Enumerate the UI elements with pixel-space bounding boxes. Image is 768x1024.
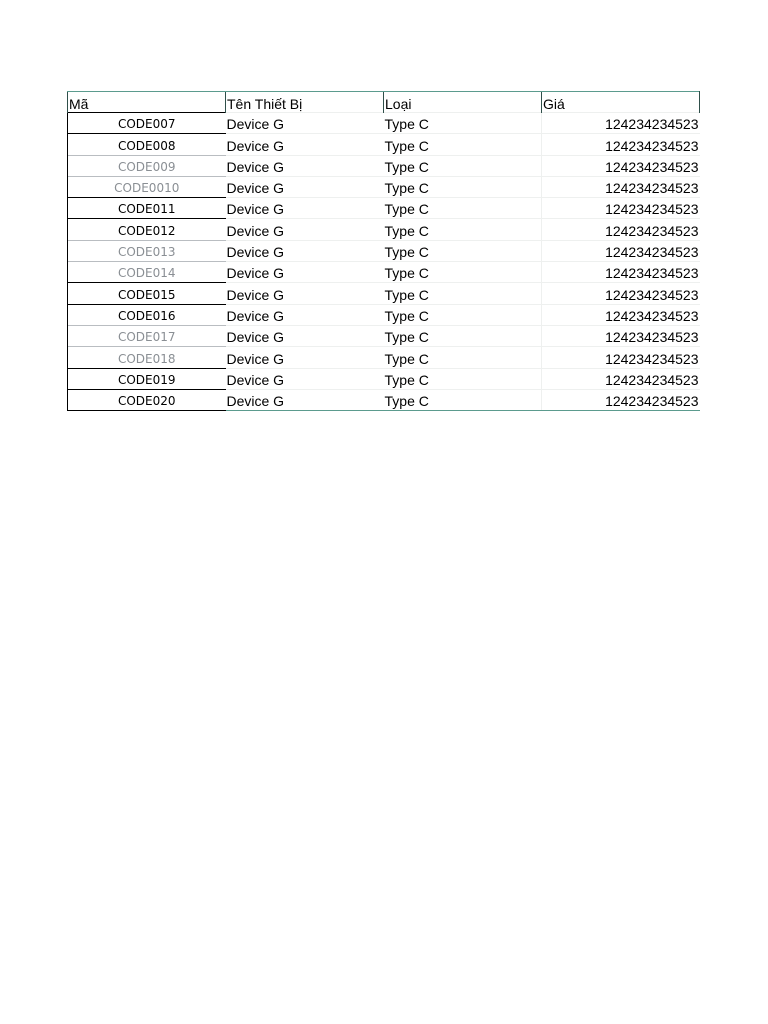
cell-type[interactable]: Type C bbox=[384, 347, 542, 368]
cell-device-name[interactable]: Device G bbox=[226, 368, 384, 389]
cell-device-name[interactable]: Device G bbox=[226, 283, 384, 304]
cell-code[interactable]: CODE014 bbox=[68, 262, 226, 283]
cell-price[interactable]: 124234234523 bbox=[542, 219, 700, 240]
cell-type[interactable]: Type C bbox=[384, 389, 542, 410]
table-row bbox=[68, 198, 700, 219]
header-device-name[interactable]: Tên Thiết Bị bbox=[226, 92, 384, 113]
cell-type[interactable]: Type C bbox=[384, 134, 542, 155]
table-row bbox=[68, 347, 700, 368]
cell-code[interactable]: CODE013 bbox=[68, 240, 226, 261]
header-price[interactable]: Giá bbox=[542, 92, 700, 113]
table-body bbox=[68, 113, 700, 411]
header-code[interactable]: Mã bbox=[68, 92, 226, 113]
cell-price[interactable]: 124234234523 bbox=[542, 134, 700, 155]
cell-code[interactable]: CODE019 bbox=[68, 368, 226, 389]
table-row bbox=[68, 325, 700, 346]
cell-type[interactable]: Type C bbox=[384, 198, 542, 219]
cell-price[interactable]: 124234234523 bbox=[542, 198, 700, 219]
cell-code[interactable]: CODE015 bbox=[68, 283, 226, 304]
cell-device-name[interactable]: Device G bbox=[226, 134, 384, 155]
cell-price[interactable]: 124234234523 bbox=[542, 240, 700, 261]
cell-type[interactable]: Type C bbox=[384, 262, 542, 283]
cell-price[interactable]: 124234234523 bbox=[542, 347, 700, 368]
spreadsheet-area bbox=[67, 91, 699, 411]
cell-code[interactable]: CODE007 bbox=[68, 113, 226, 134]
cell-code[interactable]: CODE020 bbox=[68, 389, 226, 410]
cell-code[interactable]: CODE008 bbox=[68, 134, 226, 155]
table-row bbox=[68, 389, 700, 410]
cell-price[interactable]: 124234234523 bbox=[542, 113, 700, 134]
table-row bbox=[68, 134, 700, 155]
cell-price[interactable]: 124234234523 bbox=[542, 389, 700, 410]
header-type[interactable]: Loại bbox=[384, 92, 542, 113]
cell-device-name[interactable]: Device G bbox=[226, 347, 384, 368]
cell-device-name[interactable]: Device G bbox=[226, 219, 384, 240]
cell-type[interactable]: Type C bbox=[384, 219, 542, 240]
cell-code[interactable]: CODE016 bbox=[68, 304, 226, 325]
table-row bbox=[68, 240, 700, 261]
cell-type[interactable]: Type C bbox=[384, 176, 542, 197]
cell-price[interactable]: 124234234523 bbox=[542, 176, 700, 197]
table-row bbox=[68, 113, 700, 134]
cell-device-name[interactable]: Device G bbox=[226, 113, 384, 134]
cell-device-name[interactable]: Device G bbox=[226, 304, 384, 325]
cell-type[interactable]: Type C bbox=[384, 325, 542, 346]
cell-price[interactable]: 124234234523 bbox=[542, 283, 700, 304]
cell-code[interactable]: CODE018 bbox=[68, 347, 226, 368]
table-row bbox=[68, 262, 700, 283]
cell-device-name[interactable]: Device G bbox=[226, 389, 384, 410]
table-row bbox=[68, 219, 700, 240]
header-row bbox=[68, 92, 700, 113]
cell-type[interactable]: Type C bbox=[384, 283, 542, 304]
table-row bbox=[68, 304, 700, 325]
cell-device-name[interactable]: Device G bbox=[226, 198, 384, 219]
cell-type[interactable]: Type C bbox=[384, 304, 542, 325]
table-row bbox=[68, 283, 700, 304]
cell-device-name[interactable]: Device G bbox=[226, 325, 384, 346]
table-row bbox=[68, 155, 700, 176]
device-table bbox=[67, 91, 700, 411]
table-row bbox=[68, 368, 700, 389]
cell-code[interactable]: CODE012 bbox=[68, 219, 226, 240]
cell-device-name[interactable]: Device G bbox=[226, 240, 384, 261]
cell-device-name[interactable]: Device G bbox=[226, 155, 384, 176]
cell-code[interactable]: CODE017 bbox=[68, 325, 226, 346]
cell-device-name[interactable]: Device G bbox=[226, 262, 384, 283]
table-row bbox=[68, 176, 700, 197]
cell-code[interactable]: CODE0010 bbox=[68, 176, 226, 197]
cell-price[interactable]: 124234234523 bbox=[542, 368, 700, 389]
cell-price[interactable]: 124234234523 bbox=[542, 262, 700, 283]
cell-code[interactable]: CODE009 bbox=[68, 155, 226, 176]
cell-type[interactable]: Type C bbox=[384, 155, 542, 176]
cell-type[interactable]: Type C bbox=[384, 240, 542, 261]
cell-price[interactable]: 124234234523 bbox=[542, 304, 700, 325]
cell-code[interactable]: CODE011 bbox=[68, 198, 226, 219]
cell-price[interactable]: 124234234523 bbox=[542, 325, 700, 346]
cell-price[interactable]: 124234234523 bbox=[542, 155, 700, 176]
cell-device-name[interactable]: Device G bbox=[226, 176, 384, 197]
cell-type[interactable]: Type C bbox=[384, 113, 542, 134]
cell-type[interactable]: Type C bbox=[384, 368, 542, 389]
